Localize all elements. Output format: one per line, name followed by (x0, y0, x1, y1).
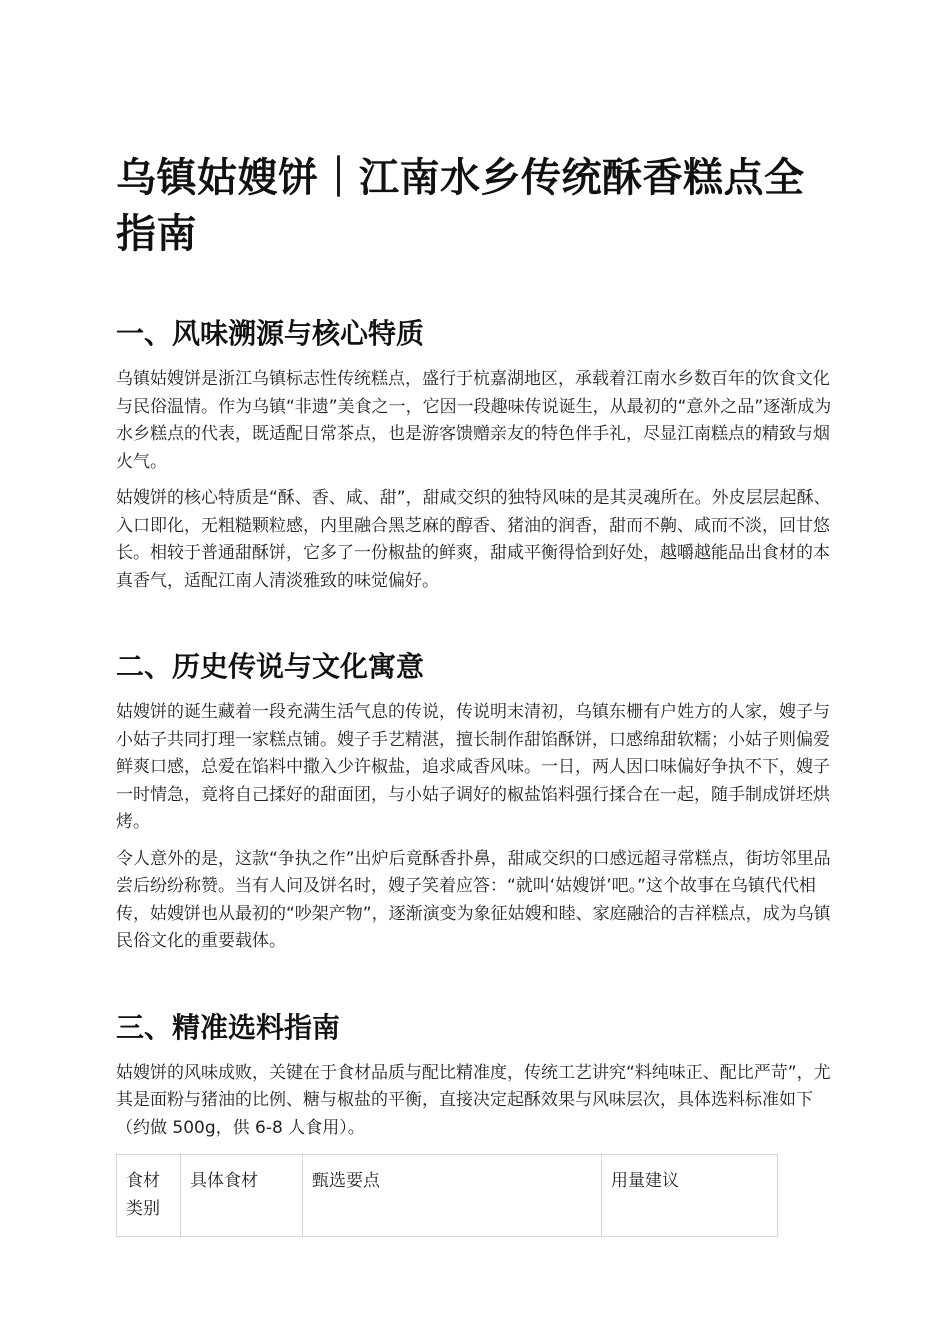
section-paragraph: 令人意外的是，这款“争执之作”出炉后竟酥香扑鼻，甜咸交织的口感远超寻常糕点，街坊邻里品尝后纷纷称赞。当有人问及饼名时，嫂子笑着应答：“就叫‘姑嫂饼’吧。”这个故事在乌镇代代相传，姑嫂饼也从最初的“吵架产物”，逐渐演变为象征姑嫂和睦、家庭融洽的吉祥糕点，成为乌镇民俗文化的重要载体。 (116, 848, 831, 951)
section-paragraph: 姑嫂饼的诞生藏着一段充满生活气息的传说，传说明末清初，乌镇东栅有户姓方的人家，嫂子与小姑子共同打理一家糕点铺。嫂子手艺精湛，擅长制作甜馅酥饼，口感绵甜软糯；小姑子则偏爱鲜爽口感，总爱在馅料中撒入少许椒盐，追求咸香风味。一日，两人因口味偏好争执不下，嫂子一时情急，竟将自己揉好的甜面团，与小姑子调好的椒盐馅料强行揉合在一起，随手制成饼坯烘烤。 (116, 702, 830, 832)
table-header-row (117, 1155, 778, 1237)
table-header-cell: 甄选要点 (303, 1155, 602, 1237)
page-title: 乌镇姑嫂饼｜江南水乡传统酥香糕点全指南 (116, 155, 805, 257)
section-heading-history: 二、历史传说与文化寓意 (116, 650, 425, 683)
table-header-cell: 具体食材 (181, 1155, 303, 1237)
table-header-cell: 食材类别 (117, 1155, 181, 1237)
section-paragraph: 乌镇姑嫂饼是浙江乌镇标志性传统糕点，盛行于杭嘉湖地区，承载着江南水乡数百年的饮食文化与民俗温情。作为乌镇“非遗”美食之一，它因一段趣味传说诞生，从最初的“意外之品”逐渐成为水乡糕点的代表，既适配日常茶点，也是游客馈赠亲友的特色伴手礼，尽显江南糕点的精致与烟火气。 (116, 369, 832, 472)
section-paragraph: 姑嫂饼的核心特质是“酥、香、咸、甜”，甜咸交织的独特风味的是其灵魂所在。外皮层层起酥、入口即化，无粗糙颗粒感，内里融合黑芝麻的醇香、猪油的润香，甜而不齁、咸而不淡，回甘悠长。相较于普通甜酥饼，它多了一份椒盐的鲜爽，甜咸平衡得恰到好处，越嚼越能品出食材的本真香气，适配江南人清淡雅致的味觉偏好。 (116, 488, 831, 591)
section-paragraph: 姑嫂饼的风味成败，关键在于食材品质与配比精准度，传统工艺讲究“料纯味正、配比严苛”，尤其是面粉与猪油的比例、糖与椒盐的平衡，直接决定起酥效果与风味层次，具体选料标准如下（约做 500g，供 6-8 人食用）。 (116, 1062, 831, 1138)
section-heading-ingredients: 三、精准选料指南 (116, 1010, 341, 1044)
section-heading-flavor: 一、风味溯源与核心特质 (116, 317, 425, 350)
ingredients-table (116, 1154, 778, 1237)
table-header-cell: 用量建议 (602, 1155, 778, 1237)
